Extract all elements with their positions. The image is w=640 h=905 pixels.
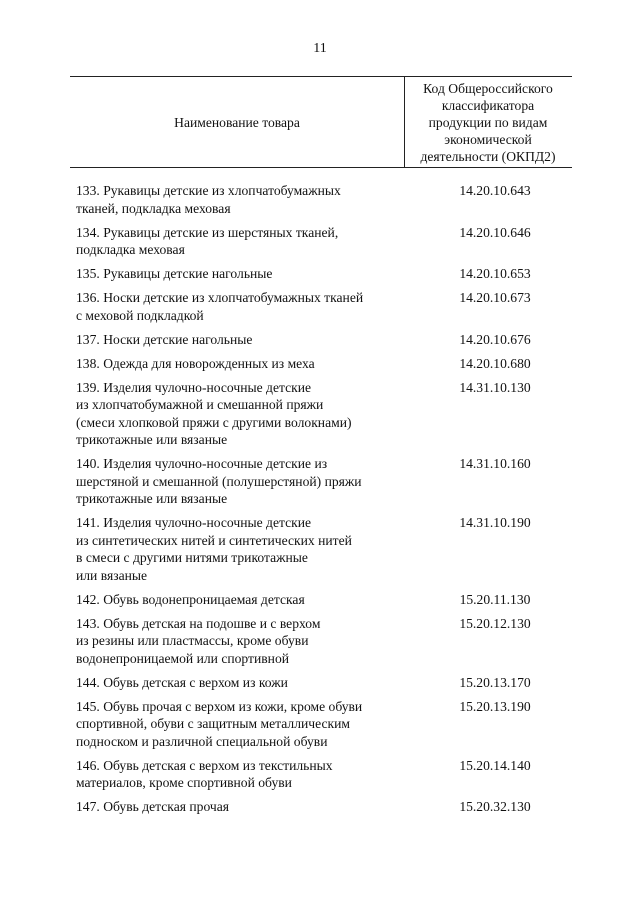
header-code-line: Код Общероссийского <box>423 80 553 96</box>
product-name-line: из синтетических нитей и синтетических нитей <box>76 532 352 548</box>
product-name-line: спортивной, обуви с защитным металлическим <box>76 716 350 731</box>
table-row <box>70 265 572 283</box>
okpd2-code-cell: 14.20.10.643 <box>459 183 531 198</box>
product-name-line: 134. Рукавицы детские из шерстяных тканей, <box>76 224 339 240</box>
table-row <box>70 674 572 692</box>
product-name-line: 144. Обувь детская с верхом из кожи <box>76 674 288 690</box>
product-table <box>70 76 572 822</box>
product-name-line: материалов, кроме спортивной обуви <box>76 775 292 790</box>
product-name-line: трикотажные или вязаные <box>76 491 228 506</box>
okpd2-code-cell: 14.20.10.673 <box>459 290 531 305</box>
header-okpd2-code <box>404 77 571 167</box>
table-row <box>70 182 572 217</box>
okpd2-code-cell: 15.20.14.140 <box>459 757 531 773</box>
product-name-line: 146. Обувь детская с верхом из текстильных <box>76 757 333 773</box>
product-name-line: 138. Одежда для новорожденных из меха <box>76 355 315 371</box>
product-name-cell <box>70 698 404 751</box>
okpd2-code-cell: 14.31.10.130 <box>459 379 531 395</box>
table-row <box>70 698 572 751</box>
table-row <box>70 355 572 373</box>
okpd2-code-cell: 14.20.10.680 <box>459 355 531 371</box>
product-name-line: 141. Изделия чулочно-носочные детские <box>76 515 312 530</box>
product-name-line: из резины или пластмассы, кроме обуви <box>76 633 309 648</box>
header-code-line: продукции по видам <box>428 114 548 130</box>
product-name-cell <box>70 757 404 792</box>
product-name-line: подкладка меховая <box>76 242 185 257</box>
table-row <box>70 615 572 668</box>
okpd2-code-cell: 14.31.10.160 <box>459 456 531 471</box>
okpd2-code-cell: 14.20.10.676 <box>459 331 531 347</box>
product-name-cell <box>70 591 404 609</box>
product-name-cell <box>70 455 404 508</box>
product-name-line: из хлопчатобумажной и смешанной пряжи <box>76 397 324 412</box>
product-name-line: 145. Обувь прочая с верхом из кожи, кроме обуви <box>76 698 363 714</box>
product-name-line: 143. Обувь детская на подошве и с верхом <box>76 615 321 631</box>
product-name-cell <box>70 331 404 349</box>
okpd2-code-cell: 15.20.12.130 <box>459 615 531 631</box>
product-name-cell <box>70 182 404 217</box>
okpd2-code-cell: 14.20.10.646 <box>459 224 531 240</box>
table-row <box>70 757 572 792</box>
okpd2-code-cell: 15.20.32.130 <box>459 799 531 814</box>
header-product-name: Наименование товара <box>174 115 300 131</box>
product-name-line: подноском и различной специальной обуви <box>76 733 328 749</box>
product-name-cell <box>70 798 404 816</box>
product-name-cell <box>70 514 404 584</box>
table-header <box>70 76 572 168</box>
table-row <box>70 331 572 349</box>
product-name-line: 142. Обувь водонепроницаемая детская <box>76 591 305 607</box>
table-row <box>70 455 572 508</box>
header-code-line: экономической <box>444 131 532 147</box>
okpd2-code-cell: 15.20.13.190 <box>459 698 531 714</box>
product-name-cell <box>70 615 404 668</box>
product-name-cell <box>70 224 404 259</box>
product-name-cell <box>70 265 404 283</box>
header-code-line: деятельности (ОКПД2) <box>420 148 556 164</box>
product-name-line: 136. Носки детские из хлопчатобумажных тканей <box>76 290 364 305</box>
product-name-line: с меховой подкладкой <box>76 307 204 323</box>
product-name-cell <box>70 379 404 449</box>
product-name-cell <box>70 674 404 692</box>
table-body <box>70 168 572 816</box>
product-name-line: шерстяной и смешанной (полушерстяной) пряжи <box>76 473 362 489</box>
product-name-cell <box>70 289 404 324</box>
table-row <box>70 591 572 609</box>
okpd2-code-cell: 14.20.10.653 <box>459 266 531 281</box>
header-code-line: классификатора <box>441 97 535 113</box>
product-name-line: 133. Рукавицы детские из хлопчатобумажных <box>76 183 341 198</box>
product-name-cell <box>70 355 404 373</box>
page-number: 11 <box>313 41 327 56</box>
product-name-line: или вязаные <box>76 567 148 583</box>
table-row <box>70 289 572 324</box>
product-name-line: 139. Изделия чулочно-носочные детские <box>76 379 312 395</box>
product-name-line: 147. Обувь детская прочая <box>76 799 230 814</box>
okpd2-code-cell: 15.20.13.170 <box>459 674 531 690</box>
product-name-line: водонепроницаемой или спортивной <box>76 650 290 666</box>
table-row <box>70 514 572 584</box>
product-name-line: 140. Изделия чулочно-носочные детские из <box>76 456 328 471</box>
product-name-line: тканей, подкладка меховая <box>76 200 231 216</box>
product-name-line: 137. Носки детские нагольные <box>76 331 253 347</box>
product-name-line: 135. Рукавицы детские нагольные <box>76 266 273 281</box>
table-row <box>70 798 572 816</box>
product-name-line: (смеси хлопковой пряжи с другими волокнами) <box>76 414 352 430</box>
table-row <box>70 379 572 449</box>
product-name-line: трикотажные или вязаные <box>76 432 228 447</box>
okpd2-code-cell: 14.31.10.190 <box>459 515 531 530</box>
table-row <box>70 224 572 259</box>
product-name-line: в смеси с другими нитями трикотажные <box>76 550 308 565</box>
okpd2-code-cell: 15.20.11.130 <box>459 591 531 607</box>
